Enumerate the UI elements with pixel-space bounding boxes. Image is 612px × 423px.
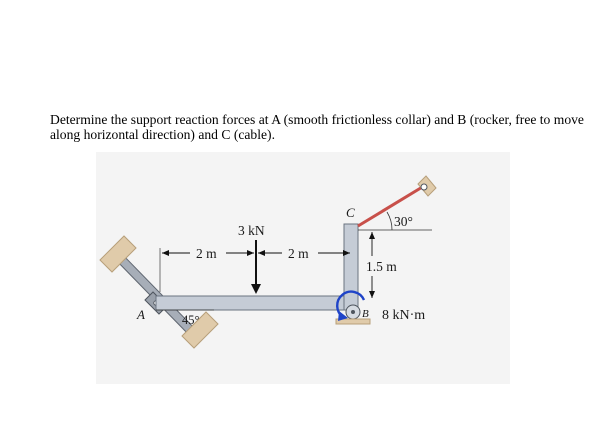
horizontal-beam (156, 296, 352, 310)
problem-statement: Determine the support reaction forces at A (smooth frictionless collar) and B (rocker, free to move along horizontal direction) and C (cable). (50, 112, 584, 142)
moment-label: 8 kN·m (382, 308, 426, 323)
label-c: C (346, 205, 355, 220)
label-b: B (362, 308, 369, 320)
dim-label-left: 2 m (196, 246, 217, 261)
angle-label-45: 45° (182, 313, 200, 327)
load-arrow-3kn (251, 240, 261, 294)
dim-label-right: 2 m (288, 246, 309, 261)
angle-label-30: 30° (394, 214, 413, 229)
cable-anchor (418, 176, 436, 196)
label-a: A (137, 307, 145, 322)
angle-arc-30 (387, 212, 392, 230)
vertical-member (344, 224, 358, 310)
dim-label-height: 1.5 m (366, 259, 397, 274)
force-label: 3 kN (238, 223, 265, 238)
